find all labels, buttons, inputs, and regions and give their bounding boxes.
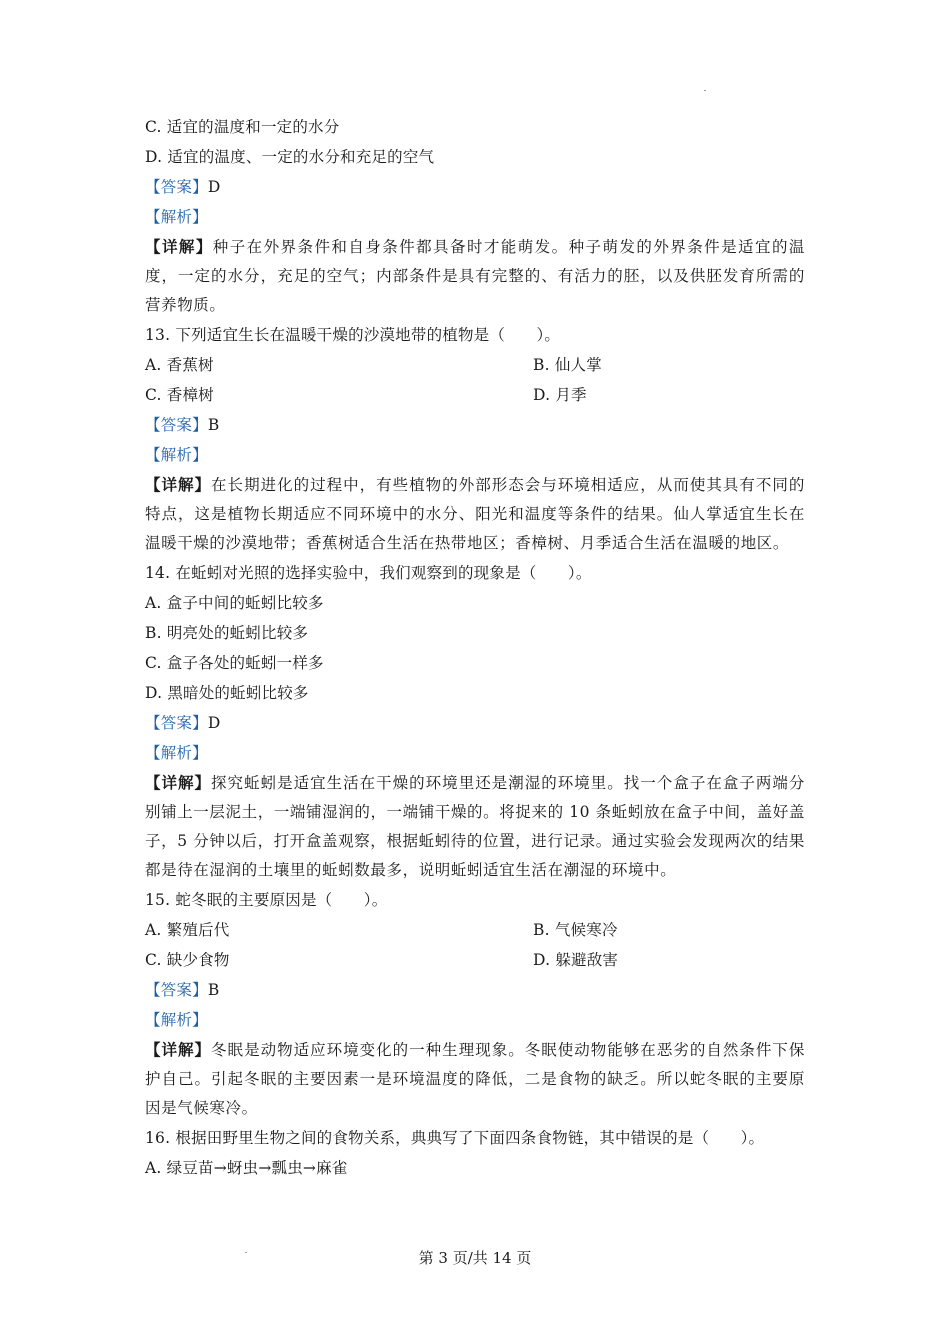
analysis-tag: 【解析】	[145, 744, 208, 762]
page-content	[145, 112, 805, 1183]
option-d: D. 黑暗处的蚯蚓比较多	[145, 684, 309, 702]
options-row	[145, 915, 805, 945]
answer-tag: 【答案】	[145, 178, 208, 196]
option-b: B. 气候寒冷	[533, 921, 618, 939]
options-row	[145, 350, 805, 380]
detail-paragraph	[145, 1035, 805, 1123]
option-a: A. 绿豆苗→蚜虫→瓢虫→麻雀	[145, 1159, 348, 1177]
scan-speck	[704, 90, 706, 91]
answer-value: D	[207, 178, 221, 196]
option-a: A. 香蕉树	[145, 356, 214, 374]
question-13: 13. 下列适宜生长在温暖干燥的沙漠地带的植物是（ ）。	[145, 326, 561, 344]
question-14: 14. 在蚯蚓对光照的选择实验中，我们观察到的现象是（ ）。	[145, 564, 592, 582]
detail-tag: 【详解】	[145, 237, 213, 256]
option-c: C. 适宜的温度和一定的水分	[145, 118, 340, 136]
answer-tag: 【答案】	[145, 416, 208, 434]
analysis-tag: 【解析】	[145, 208, 208, 226]
detail-paragraph	[145, 232, 805, 320]
analysis-line	[145, 440, 805, 470]
detail-tag: 【详解】	[145, 475, 212, 494]
detail-body: 在长期进化的过程中，有些植物的外部形态会与环境相适应，从而使其具有不同的特点，这是植物长期适应不同环境中的水分、阳光和温度等条件的结果。仙人掌适宜生长在温暖干燥的沙漠地带；香蕉树适合生活在热带地区；香樟树、月季适合生活在温暖的地区。	[145, 476, 805, 552]
detail-body: 种子在外界条件和自身条件都具备时才能萌发。种子萌发的外界条件是适宜的温度，一定的水分，充足的空气；内部条件是具有完整的、有活力的胚，以及供胚发育所需的营养物质。	[145, 238, 805, 314]
detail-body: 冬眠是动物适应环境变化的一种生理现象。冬眠使动物能够在恶劣的自然条件下保护自己。引起冬眠的主要因素一是环境温度的降低，二是食物的缺乏。所以蛇冬眠的主要原因是气候寒冷。	[145, 1041, 805, 1117]
detail-tag: 【详解】	[145, 773, 212, 792]
options-row	[145, 945, 805, 975]
options-row	[145, 380, 805, 410]
question-16: 16. 根据田野里生物之间的食物关系，典典写了下面四条食物链，其中错误的是（ ）。	[145, 1129, 765, 1147]
analysis-line	[145, 202, 805, 232]
option-c: C. 盒子各处的蚯蚓一样多	[145, 654, 324, 672]
answer-value: B	[207, 981, 220, 999]
answer-tag: 【答案】	[145, 714, 208, 732]
option-d: D. 适宜的温度、一定的水分和充足的空气	[145, 148, 435, 166]
answer-line	[145, 975, 805, 1005]
option-a: A. 繁殖后代	[145, 921, 230, 939]
question-15: 15. 蛇冬眠的主要原因是（ ）。	[145, 891, 388, 909]
detail-paragraph	[145, 470, 805, 558]
option-a: A. 盒子中间的蚯蚓比较多	[145, 594, 324, 612]
analysis-tag: 【解析】	[145, 446, 208, 464]
page-footer: 第 3 页/共 14 页	[418, 1249, 532, 1267]
option-d: D. 躲避敌害	[533, 951, 619, 969]
option-c: C. 香樟树	[145, 386, 214, 404]
answer-line	[145, 172, 805, 202]
answer-line	[145, 410, 805, 440]
answer-tag: 【答案】	[145, 981, 208, 999]
analysis-line	[145, 1005, 805, 1035]
detail-paragraph	[145, 768, 805, 885]
answer-value: B	[207, 416, 220, 434]
answer-value: D	[207, 714, 221, 732]
option-d: D. 月季	[533, 386, 587, 404]
analysis-tag: 【解析】	[145, 1011, 208, 1029]
analysis-line	[145, 738, 805, 768]
option-b: B. 明亮处的蚯蚓比较多	[145, 624, 309, 642]
answer-line	[145, 708, 805, 738]
option-c: C. 缺少食物	[145, 951, 230, 969]
option-b: B. 仙人掌	[533, 356, 602, 374]
detail-tag: 【详解】	[145, 1040, 212, 1059]
detail-body: 探究蚯蚓是适宜生活在干燥的环境里还是潮湿的环境里。找一个盒子在盒子两端分别铺上一层泥土，一端铺湿润的，一端铺干燥的。将捉来的 10 条蚯蚓放在盒子中间，盖好盖子，5 分钟以后，打开盒盖观察，根据蚯蚓待的位置，进行记录。通过实验会发现两次的结果都是待在湿润的土壤里的蚯蚓数最多，说明蚯蚓适宜生活在潮湿的环境中。	[145, 774, 805, 879]
